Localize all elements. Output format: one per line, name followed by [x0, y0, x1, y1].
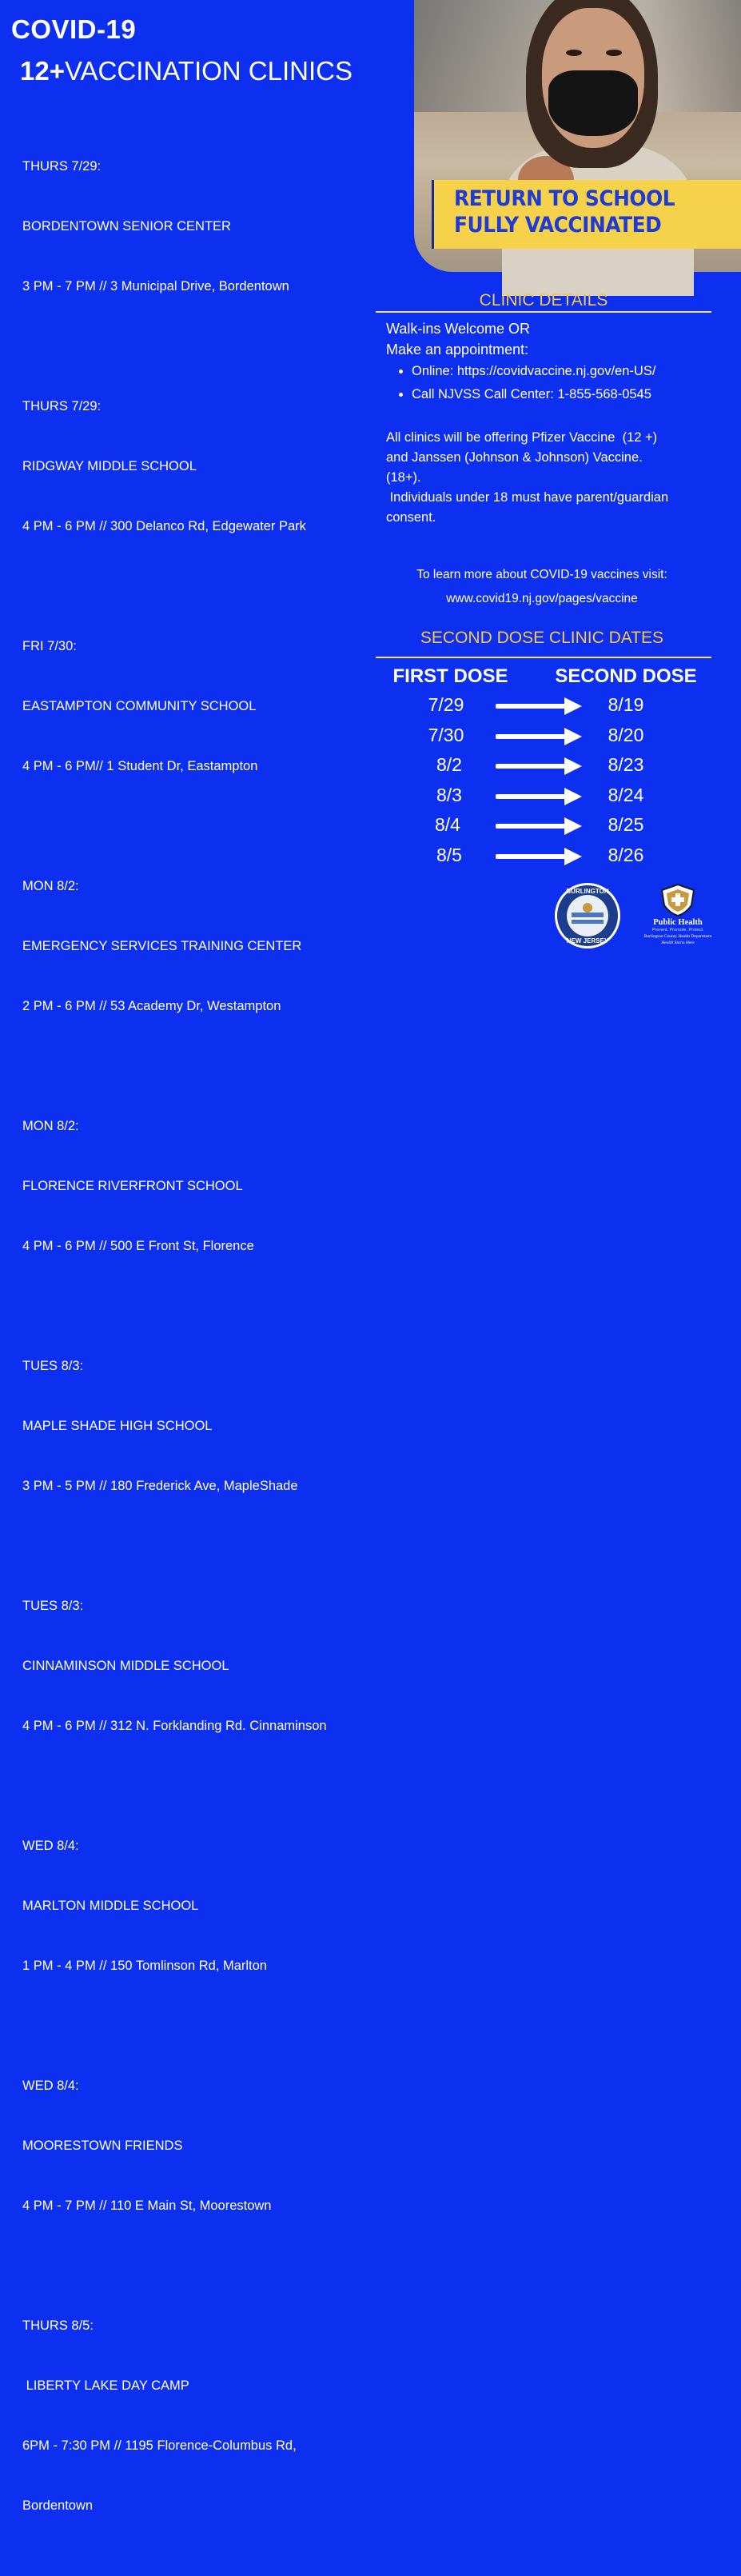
clinic-time-address: 4 PM - 6 PM// 1 Student Dr, Eastampton [22, 759, 258, 773]
divider [376, 311, 711, 313]
title-covid: COVID-19 [11, 14, 137, 44]
arrow-right-icon [496, 788, 582, 805]
photo-eye [566, 50, 582, 56]
clinic-details-title: CLINIC DETAILS [479, 291, 608, 310]
public-health-title: Public Health [653, 918, 703, 927]
clinic-date: MON 8/2: [22, 879, 79, 893]
second-dose-date: 8/19 [608, 694, 644, 715]
clinic-details [386, 318, 730, 406]
title-vaccination-clinics [20, 56, 353, 86]
arrow-right-icon [496, 848, 582, 865]
clinic-date: MON 8/2: [22, 1119, 79, 1133]
appointment-options [386, 360, 730, 406]
learn-more-text: To learn more about COVID-19 vaccines visit: [416, 568, 667, 581]
arrow-right-icon [496, 728, 582, 745]
first-dose-date: 7/30 [428, 724, 464, 745]
list-item: • Call NJVSS Call Center: 1-855-568-0545 [412, 383, 730, 406]
learn-more [374, 563, 710, 611]
photo-eye [606, 50, 622, 56]
appointment-text: Make an appointment: [386, 341, 529, 357]
svg-text:BURLINGTON: BURLINGTON [566, 888, 609, 895]
arrow-right-icon [496, 817, 582, 835]
first-dose-date: 8/4 [435, 814, 460, 835]
clinic-time-address: 6PM - 7:30 PM // 1195 Florence-Columbus Rd, [22, 2438, 297, 2453]
second-dose-date: 8/26 [608, 844, 644, 865]
clinic-item [22, 1076, 374, 1296]
clinic-name: EASTAMPTON COMMUNITY SCHOOL [22, 699, 257, 713]
clinic-date: TUES 8/3: [22, 1599, 84, 1613]
arrow-right-icon [496, 697, 582, 715]
second-dose-date: 8/20 [608, 724, 644, 745]
clinic-list [22, 117, 374, 2576]
banner-text: RETURN TO SCHOOL FULLY VACCINATED [454, 186, 675, 238]
first-dose-date: 7/29 [428, 694, 464, 715]
clinic-name: MAPLE SHADE HIGH SCHOOL [22, 1419, 213, 1433]
clinic-name: LIBERTY LAKE DAY CAMP [22, 2378, 189, 2393]
clinic-name: FLORENCE RIVERFRONT SCHOOL [22, 1179, 243, 1193]
clinic-item [22, 357, 374, 577]
clinic-time-address: 4 PM - 6 PM // 312 N. Forklanding Rd. Cinnaminson [22, 1719, 327, 1733]
clinic-item [22, 117, 374, 337]
second-dose-date: 8/23 [608, 754, 644, 775]
public-health-shield-icon [659, 883, 696, 917]
title-clinics: VACCINATION CLINICS [64, 56, 353, 86]
svg-text:NEW JERSEY: NEW JERSEY [566, 937, 609, 945]
learn-more-url: www.covid19.nj.gov/pages/vaccine [446, 592, 638, 605]
arrow-right-icon [496, 757, 582, 775]
second-dose-date: 8/25 [608, 814, 644, 835]
clinic-item [22, 2276, 374, 2556]
clinic-date: THURS 7/29: [22, 159, 102, 174]
clinic-item [22, 837, 374, 1056]
list-item: • Online: https://covidvaccine.nj.gov/en-US/ [412, 360, 730, 383]
health-department-motto: Health Starts Here [661, 941, 695, 945]
clinic-item [22, 597, 374, 817]
walkins-text: Walk-ins Welcome OR [386, 321, 531, 337]
divider [376, 657, 711, 658]
clinic-time-address: 4 PM - 6 PM // 300 Delanco Rd, Edgewater Park [22, 519, 306, 533]
return-to-school-banner [432, 180, 741, 249]
clinic-date: THURS 8/5: [22, 2318, 94, 2333]
clinic-date: FRI 7/30: [22, 639, 77, 653]
clinic-item [22, 2036, 374, 2256]
clinic-time-address: 3 PM - 5 PM // 180 Frederick Ave, MapleShade [22, 1479, 298, 1493]
second-dose-header: SECOND DOSE [555, 665, 697, 687]
clinic-name: EMERGENCY SERVICES TRAINING CENTER [22, 939, 302, 953]
clinic-date: WED 8/4: [22, 2079, 79, 2093]
first-dose-header: FIRST DOSE [392, 665, 508, 687]
first-dose-date: 8/2 [436, 754, 462, 775]
clinic-time-address: 2 PM - 6 PM // 53 Academy Dr, Westampton [22, 999, 281, 1013]
clinic-name: MARLTON MIDDLE SCHOOL [22, 1899, 199, 1913]
face-mask-icon [548, 70, 638, 136]
first-dose-date: 8/5 [436, 844, 462, 865]
clinic-time-address: 4 PM - 7 PM // 110 E Main St, Moorestown [22, 2199, 272, 2213]
clinic-name: CINNAMINSON MIDDLE SCHOOL [22, 1659, 229, 1673]
second-dose-date: 8/24 [608, 784, 644, 805]
clinic-item [22, 1796, 374, 2016]
vaccine-offering-text: All clinics will be offering Pfizer Vaccine (12 +) and Janssen (Johnson & Johnson) Vaccine. (18+). Individuals under 18 must have parent/guardian consent. [386, 430, 669, 525]
clinic-item [22, 1316, 374, 1536]
health-department-name: Burlington County Health Department [643, 934, 712, 939]
clinic-time-address: 1 PM - 4 PM // 150 Tomlinson Rd, Marlton [22, 1959, 267, 1973]
clinic-name: MOORESTOWN FRIENDS [22, 2139, 183, 2153]
clinic-item [22, 1556, 374, 1776]
clinic-name: RIDGWAY MIDDLE SCHOOL [22, 459, 197, 473]
clinic-name: BORDENTOWN SENIOR CENTER [22, 219, 231, 234]
clinic-address-continued: Bordentown [22, 2498, 94, 2513]
clinic-date: WED 8/4: [22, 1839, 79, 1853]
second-dose-title: SECOND DOSE CLINIC DATES [420, 629, 664, 647]
clinic-time-address: 3 PM - 7 PM // 3 Municipal Drive, Bordentown [22, 279, 289, 294]
public-health-tagline: Prevent. Promote. Protect. [651, 928, 704, 933]
clinic-date: TUES 8/3: [22, 1359, 84, 1373]
county-seal-logo [554, 882, 621, 949]
first-dose-date: 8/3 [436, 784, 462, 805]
title-age: 12+ [20, 56, 65, 86]
clinic-time-address: 4 PM - 6 PM // 500 E Front St, Florence [22, 1239, 254, 1253]
clinic-date: THURS 7/29: [22, 399, 102, 413]
